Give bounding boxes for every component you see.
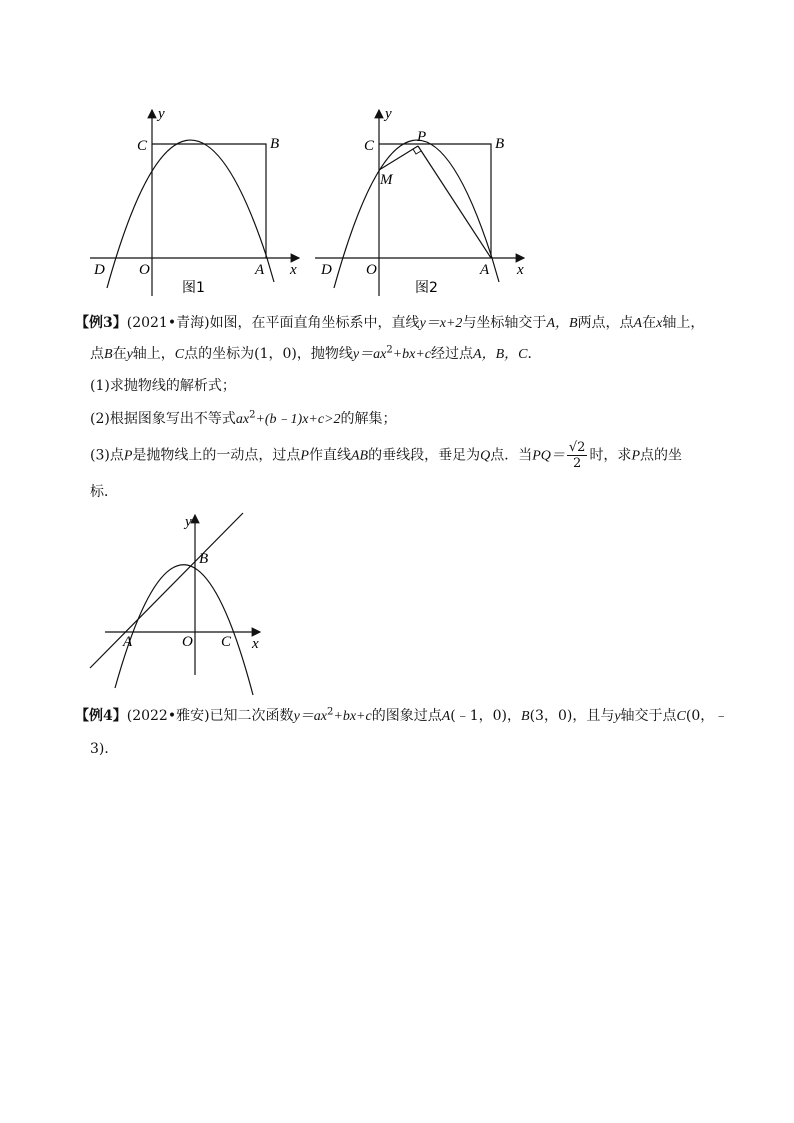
label-A: A	[480, 262, 490, 278]
parabola	[334, 140, 499, 288]
segment-PA	[418, 146, 491, 258]
label-A: A	[123, 634, 133, 650]
example4-source: (2022•雅安)	[126, 708, 210, 724]
example3-line2: 点B在y轴上，C点的坐标为(1，0)，抛物线$y=ax^2+bx+c$经过点A，B，C．	[90, 344, 542, 362]
label-B: B	[199, 551, 209, 567]
example3-tag: 【例3】	[75, 315, 127, 331]
example4-tag: 【例4】	[75, 708, 127, 724]
example3-source: (2021•青海)	[126, 315, 210, 331]
label-P: P	[417, 129, 427, 145]
label-C: C	[221, 634, 232, 650]
label-y: y	[385, 106, 392, 122]
label-C: C	[137, 138, 148, 154]
example3-question2: (2)根据图象写出不等式$ax^2+(b﹣1)x+c>2$的解集；	[90, 409, 397, 427]
example4-line2: 3)．	[90, 741, 119, 757]
rectangle-OCBA	[379, 144, 491, 258]
example3-question3: (3)点P是抛物线上的一动点，过点P作直线AB的垂线段，垂足为Q点．当PQ＝ $\frac{√2}{2}$ 时，求P点的坐	[90, 440, 682, 471]
label-y: y	[158, 106, 165, 122]
example3-question1: (1)求抛物线的解析式；	[90, 378, 236, 394]
label-x: x	[290, 262, 297, 278]
label-D: D	[321, 262, 332, 278]
parabola	[107, 140, 274, 288]
fraction-sqrt2-over-2: $\frac{√2}{2}$	[568, 440, 586, 471]
rectangle-OCBA	[152, 144, 266, 258]
figure-2-caption: 图2	[415, 280, 438, 296]
label-x: x	[517, 262, 524, 278]
figure-3	[85, 510, 270, 700]
label-C: C	[364, 138, 375, 154]
figure-1-caption: 图1	[182, 280, 205, 296]
figure-1	[85, 98, 310, 303]
example3-line1: 【例3】(2021•青海)如图，在平面直角坐标系中，直线y＝x+2与坐标轴交于A，B两点，点A在x轴上，	[75, 315, 705, 331]
label-D: D	[94, 262, 105, 278]
label-O: O	[139, 262, 150, 278]
label-M: M	[380, 172, 393, 188]
example4-line1: 【例4】(2022•雅安)已知二次函数$y=ax^2+bx+c$的图象过点A(﹣1，0)，B(3，0)，且与y轴交于点C(0，﹣	[75, 706, 729, 724]
label-B: B	[495, 136, 505, 152]
label-A: A	[255, 262, 265, 278]
segment-MP	[379, 146, 418, 170]
figure-2	[310, 98, 535, 303]
example3-line-end: 标．	[90, 484, 118, 500]
label-O: O	[366, 262, 377, 278]
label-x: x	[252, 636, 259, 652]
parabola	[115, 565, 253, 695]
label-B: B	[270, 136, 280, 152]
label-O: O	[182, 634, 193, 650]
label-y: y	[185, 514, 192, 530]
